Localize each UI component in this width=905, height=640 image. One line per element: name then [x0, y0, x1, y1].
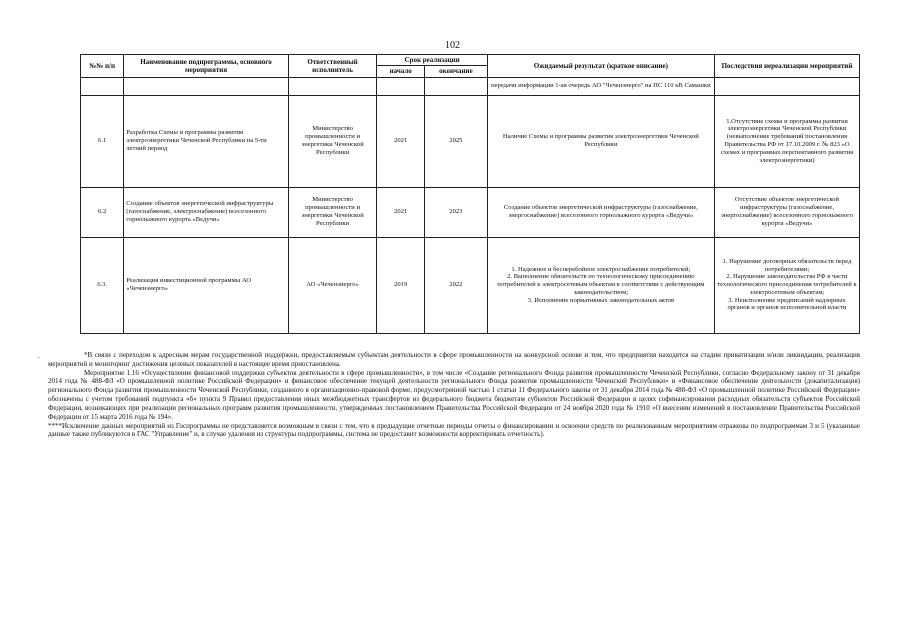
header-period: Срок реализации	[377, 55, 487, 66]
table-row	[81, 95, 860, 187]
footnote-privatization: *В связи с переходом к адресным мерам государственной поддержки, предоставляемым субъектам деятельности в сфере промышленности на конкурсной основе и тем, что предприятия находятся на стадии приватизации и/или ликвидации, реализация мероприятий и мониторинг достижения целевых показателей в настоящее время приостановлена.	[48, 351, 860, 368]
cell-name: Разработка Схемы и программы развития электроэнергетики Чеченской Республики на 5-ти летний период	[124, 95, 288, 187]
header-result: Ожидаемый результат (краткое описание)	[487, 55, 714, 78]
cell-result	[487, 187, 714, 237]
footnote-measure-1-16: Мероприятие 1.16 «Осуществление финансовой поддержки субъектов деятельности в сфере промышленности», в том числе «Создание регионального Фонда развития промышленности Чеченской Республики, согласно Федеральному закону от 31 декабря 2014 года № 488-ФЗ «О промышленной политике Российской Федерации» и финансовое обеспечение текущей деятельности регионального Фонда развития промышленности Чеченской Республики» и «Финансовое обеспечение деятельности (докапитализация) регионального Фонда развития промышленности Чеченской Республики, созданного в организационно-правовой форме, предусмотренной частью 1 статьи 11 Федерального закона от 31 декабря 2014 года № 488-ФЗ «О промышленной политике Российской Федерации» обозначены с учетом требований подпункта «б» пункта 9 Правил предоставления иных межбюджетных трансфертов из федерального бюджета бюджетам субъектов Российской Федерации в целях софинансирования расходных обязательств субъектов Российской Федерации, возникающих при реализации региональных программ развития промышленности, утвержденных постановлением Правительства Российской Федерации от 24 ноября 2020 года № 1910 «О внесении изменений в постановление Правительства Российской Федерации от 15 марта 2016 года № 194».	[48, 368, 860, 421]
cell-start: 2021	[377, 187, 425, 237]
cell-continuation: передачи информации 1-ая очередь АО "Чеченэнерго" на ПС 110 кВ Самашки	[487, 77, 714, 95]
consequences-line: Отсутствие объектов энергетической инфраструктуры (газоснабжение, энергоснабжение) всесезонного горнолыжного курорта «Ведучи»	[720, 196, 854, 227]
program-table	[80, 54, 860, 334]
cell-consequences	[714, 95, 859, 187]
page-number: 102	[445, 40, 460, 51]
cell-consequences	[714, 237, 859, 333]
footnote-exclusion: ****Исключение данных мероприятий из Госпрограммы не представляется возможным в связи с тем, что в предыдущие отчетные периоды отчеты о финансировании и освоении средств по реализованным мероприятиям отражены по подпрограммам 3 и 5 (указанные данные также публикуются в ГАС "Управление" и, в случае удаления из структуры подпрограммы, система не предоставит возможности корректировать отчетность).	[48, 421, 860, 439]
table-row-continuation	[81, 77, 860, 95]
header-executor: Ответственный исполнитель	[288, 55, 377, 78]
header-row	[81, 55, 860, 66]
footnotes	[48, 351, 860, 439]
cell-result	[487, 95, 714, 187]
header-name: Наименование подпрограммы, основного мероприятия	[124, 55, 288, 78]
cell-result	[487, 237, 714, 333]
cell-num: 6.1	[81, 95, 124, 187]
consequences-line: 3. Неисполнение предписаний надзорных органов и органов исполнительной власти	[727, 296, 847, 312]
cell-executor: Министерство промышленности и энергетики Чеченской Республики	[288, 187, 377, 237]
cell-name: Реализация инвестиционной программы АО «Чеченэнерго»	[124, 237, 288, 333]
cell-name: Создание объектов энергетической инфраструктуры (газоснабжение, электроснабжение) всесезонного горнолыжного курорта «Ведучи»	[124, 187, 288, 237]
header-num: №№ п/п	[81, 55, 124, 78]
consequences-line: 1.Отсутствие схемы и программы развития электроэнергетики Чеченской Республики (невыполнение требований постановления Правительства РФ от 17.10.2009 г. № 823 «О схемах и программах перспективного развития электроэнергетики)	[720, 117, 854, 164]
consequences-line: 1. Нарушение договорных обязательств перед потребителями;	[722, 257, 852, 273]
result-line: 1. Надежное и бесперебойное электроснабжение потребителей;	[511, 265, 691, 273]
cell-executor: АО «Чеченэнерго»	[288, 237, 377, 333]
cell-end: 2025	[425, 95, 488, 187]
result-line: 3. Исполнение нормативных законодательных актов	[527, 296, 675, 304]
result-line: Создание объектов энергетической инфраструктуры (газоснабжение, энергоснабжение) всесезонного горнолыжного курорта «Ведучи»	[503, 204, 698, 219]
cell-num: 6.3.	[81, 237, 124, 333]
table-row	[81, 187, 860, 237]
result-line: 2. Выполнение обязательств по технологическому присоединению потребителей к электросетевым объектам в соответствии с действующим законодательством;	[497, 273, 705, 296]
cell-num: 6.2	[81, 187, 124, 237]
cell-consequences	[714, 187, 859, 237]
result-line: Наличие Схемы и программы развития электроэнергетики Чеченской Республики	[502, 133, 699, 148]
cell-start: 2021	[377, 95, 425, 187]
header-end: окончание	[425, 66, 488, 77]
header-consequences: Последствия нереализации мероприятий	[714, 55, 859, 78]
cell-end: 2022	[425, 237, 488, 333]
margin-dot: .	[38, 352, 40, 360]
cell-executor: Министерство промышленности и энергетики Чеченской Республики	[288, 95, 377, 187]
table-row	[81, 237, 860, 333]
header-start: начало	[377, 66, 425, 77]
cell-start: 2019	[377, 237, 425, 333]
cell-end: 2023	[425, 187, 488, 237]
consequences-line: 2. Нарушение законодательства РФ в части технологического присоединения потребителей к электросетевым объектам;	[717, 273, 857, 296]
